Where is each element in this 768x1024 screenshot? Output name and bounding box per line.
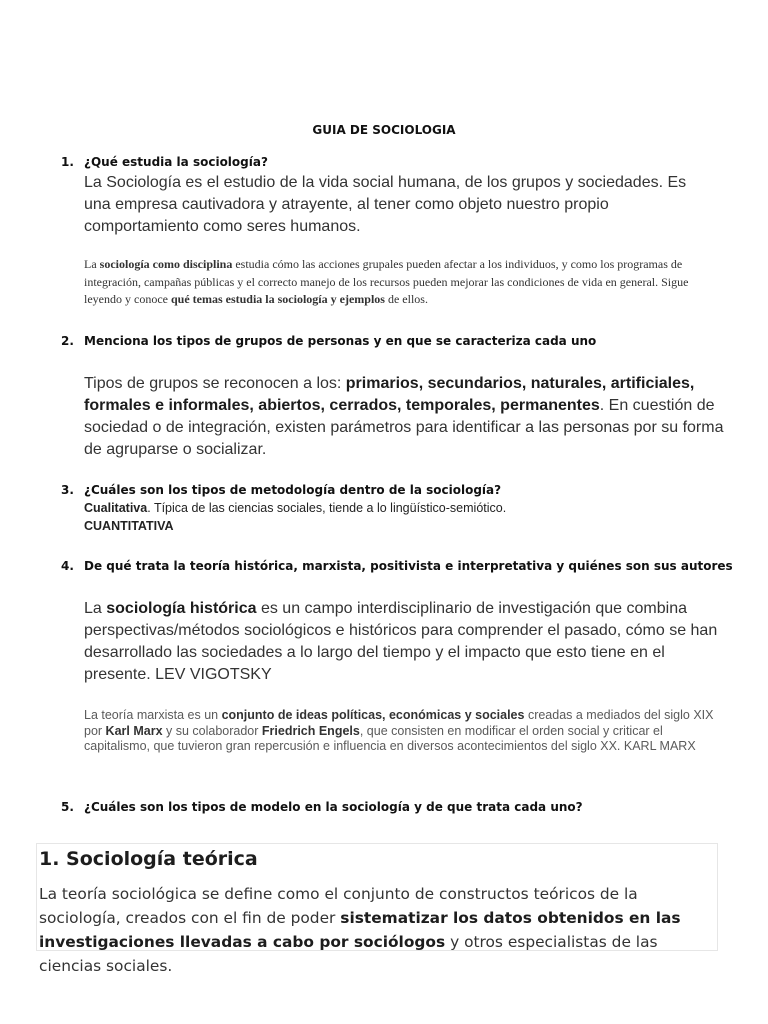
- text-run: , que consisten en modificar el orden social y criticar el capitalismo, que tuvieron gran repercusión e influencia en diversos acontecimientos del siglo XX. KARL MARX: [84, 723, 696, 754]
- section-heading: 1. Sociología teórica: [39, 848, 258, 870]
- text-run: . En cuestión de sociedad o de integración, existen parámetros para identificar a las personas por su forma de agruparse o socializar.: [84, 397, 724, 458]
- bold-run: Karl Marx: [105, 723, 163, 738]
- bold-run: conjunto de ideas políticas, económicas y sociales: [221, 708, 525, 722]
- bold-run: sistematizar los datos obtenidos en las investigaciones llevadas a cabo por sociólogos: [39, 909, 681, 951]
- answer-3-cuantitativa: [84, 518, 174, 535]
- question-3: [61, 483, 502, 497]
- answer-3-cualitativa: [84, 500, 724, 517]
- question-text: Menciona los tipos de grupos de personas y en que se caracteriza cada uno: [84, 334, 597, 348]
- answer-2-paragraph: [84, 373, 724, 461]
- bold-run: sociología como disciplina: [99, 257, 233, 271]
- text-run: y otros especialistas de las ciencias sociales.: [39, 933, 658, 975]
- text-run: Tipos de grupos se reconocen a los:: [84, 375, 346, 392]
- text-run: de ellos.: [384, 292, 428, 307]
- question-4: [61, 559, 733, 573]
- text-run: La teoría marxista es un: [84, 708, 222, 722]
- text-run: creadas a mediados del siglo XIX por: [84, 708, 714, 738]
- bold-run: qué temas estudia la sociología y ejemplos: [170, 292, 385, 307]
- question-text: ¿Cuáles son los tipos de modelo en la sociología y de que trata cada uno?: [84, 800, 583, 814]
- text-run: La: [84, 257, 100, 271]
- text-run: y su colaborador: [162, 723, 262, 738]
- answer-1-paragraph: La Sociología es el estudio de la vida social humana, de los grupos y sociedades. Es una empresa cautivadora y atrayente, al tener como objeto nuestro propio comportamiento como seres humanos.: [84, 174, 687, 235]
- question-number: 3.: [61, 483, 74, 497]
- question-number: 1.: [61, 155, 74, 169]
- question-number: 4.: [61, 559, 74, 573]
- question-number: 2.: [61, 334, 74, 348]
- bold-run: primarios, secundarios, naturales, artificiales, formales e informales, abiertos, cerrados, temporales, permanentes: [84, 375, 695, 414]
- question-1: [61, 155, 268, 169]
- bold-run: sociología histórica: [106, 600, 257, 617]
- question-2: [61, 334, 597, 348]
- text-run: estudia cómo las acciones grupales pueden afectar a los individuos, y como los programas de integración, campañas públicas y el correcto manejo de los recursos pueden mejorar las condiciones de vida en general. Sigue leyendo y conoce: [84, 257, 689, 307]
- text-run: La teoría sociológica se define como el conjunto de constructos teóricos de la sociología, creados con el fin de poder: [39, 885, 638, 927]
- bold-run: Cualitativa: [84, 501, 148, 515]
- text-run: es un campo interdisciplinario de investigación que combina perspectivas/métodos sociológicos e históricos para comprender el pasado, cómo se han desarrollado las sociedades a lo largo del tiempo y el impacto que esto tiene en el presente. LEV VIGOTSKY: [84, 600, 718, 683]
- question-text: De qué trata la teoría histórica, marxista, positivista e interpretativa y quiénes son sus autores: [84, 559, 733, 573]
- sociologia-teorica-box: [36, 843, 718, 975]
- text-run: La: [84, 600, 107, 617]
- question-5: [61, 800, 583, 814]
- section-paragraph: [39, 882, 719, 978]
- answer-4-marxista-paragraph: [84, 708, 724, 755]
- question-number: 5.: [61, 800, 74, 814]
- page-title: GUIA DE SOCIOLOGIA: [312, 123, 456, 137]
- bold-run: Friedrich Engels: [261, 723, 360, 738]
- answer-4-historica-paragraph: [84, 598, 724, 686]
- question-text: ¿Cuáles son los tipos de metodología dentro de la sociología?: [84, 483, 502, 497]
- question-text: ¿Qué estudia la sociología?: [84, 155, 268, 169]
- bold-run: CUANTITATIVA: [84, 519, 174, 533]
- text-run: . Típica de las ciencias sociales, tiende a lo lingüístico-semiótico.: [147, 501, 507, 515]
- answer-1-disciplina-paragraph: [84, 256, 724, 309]
